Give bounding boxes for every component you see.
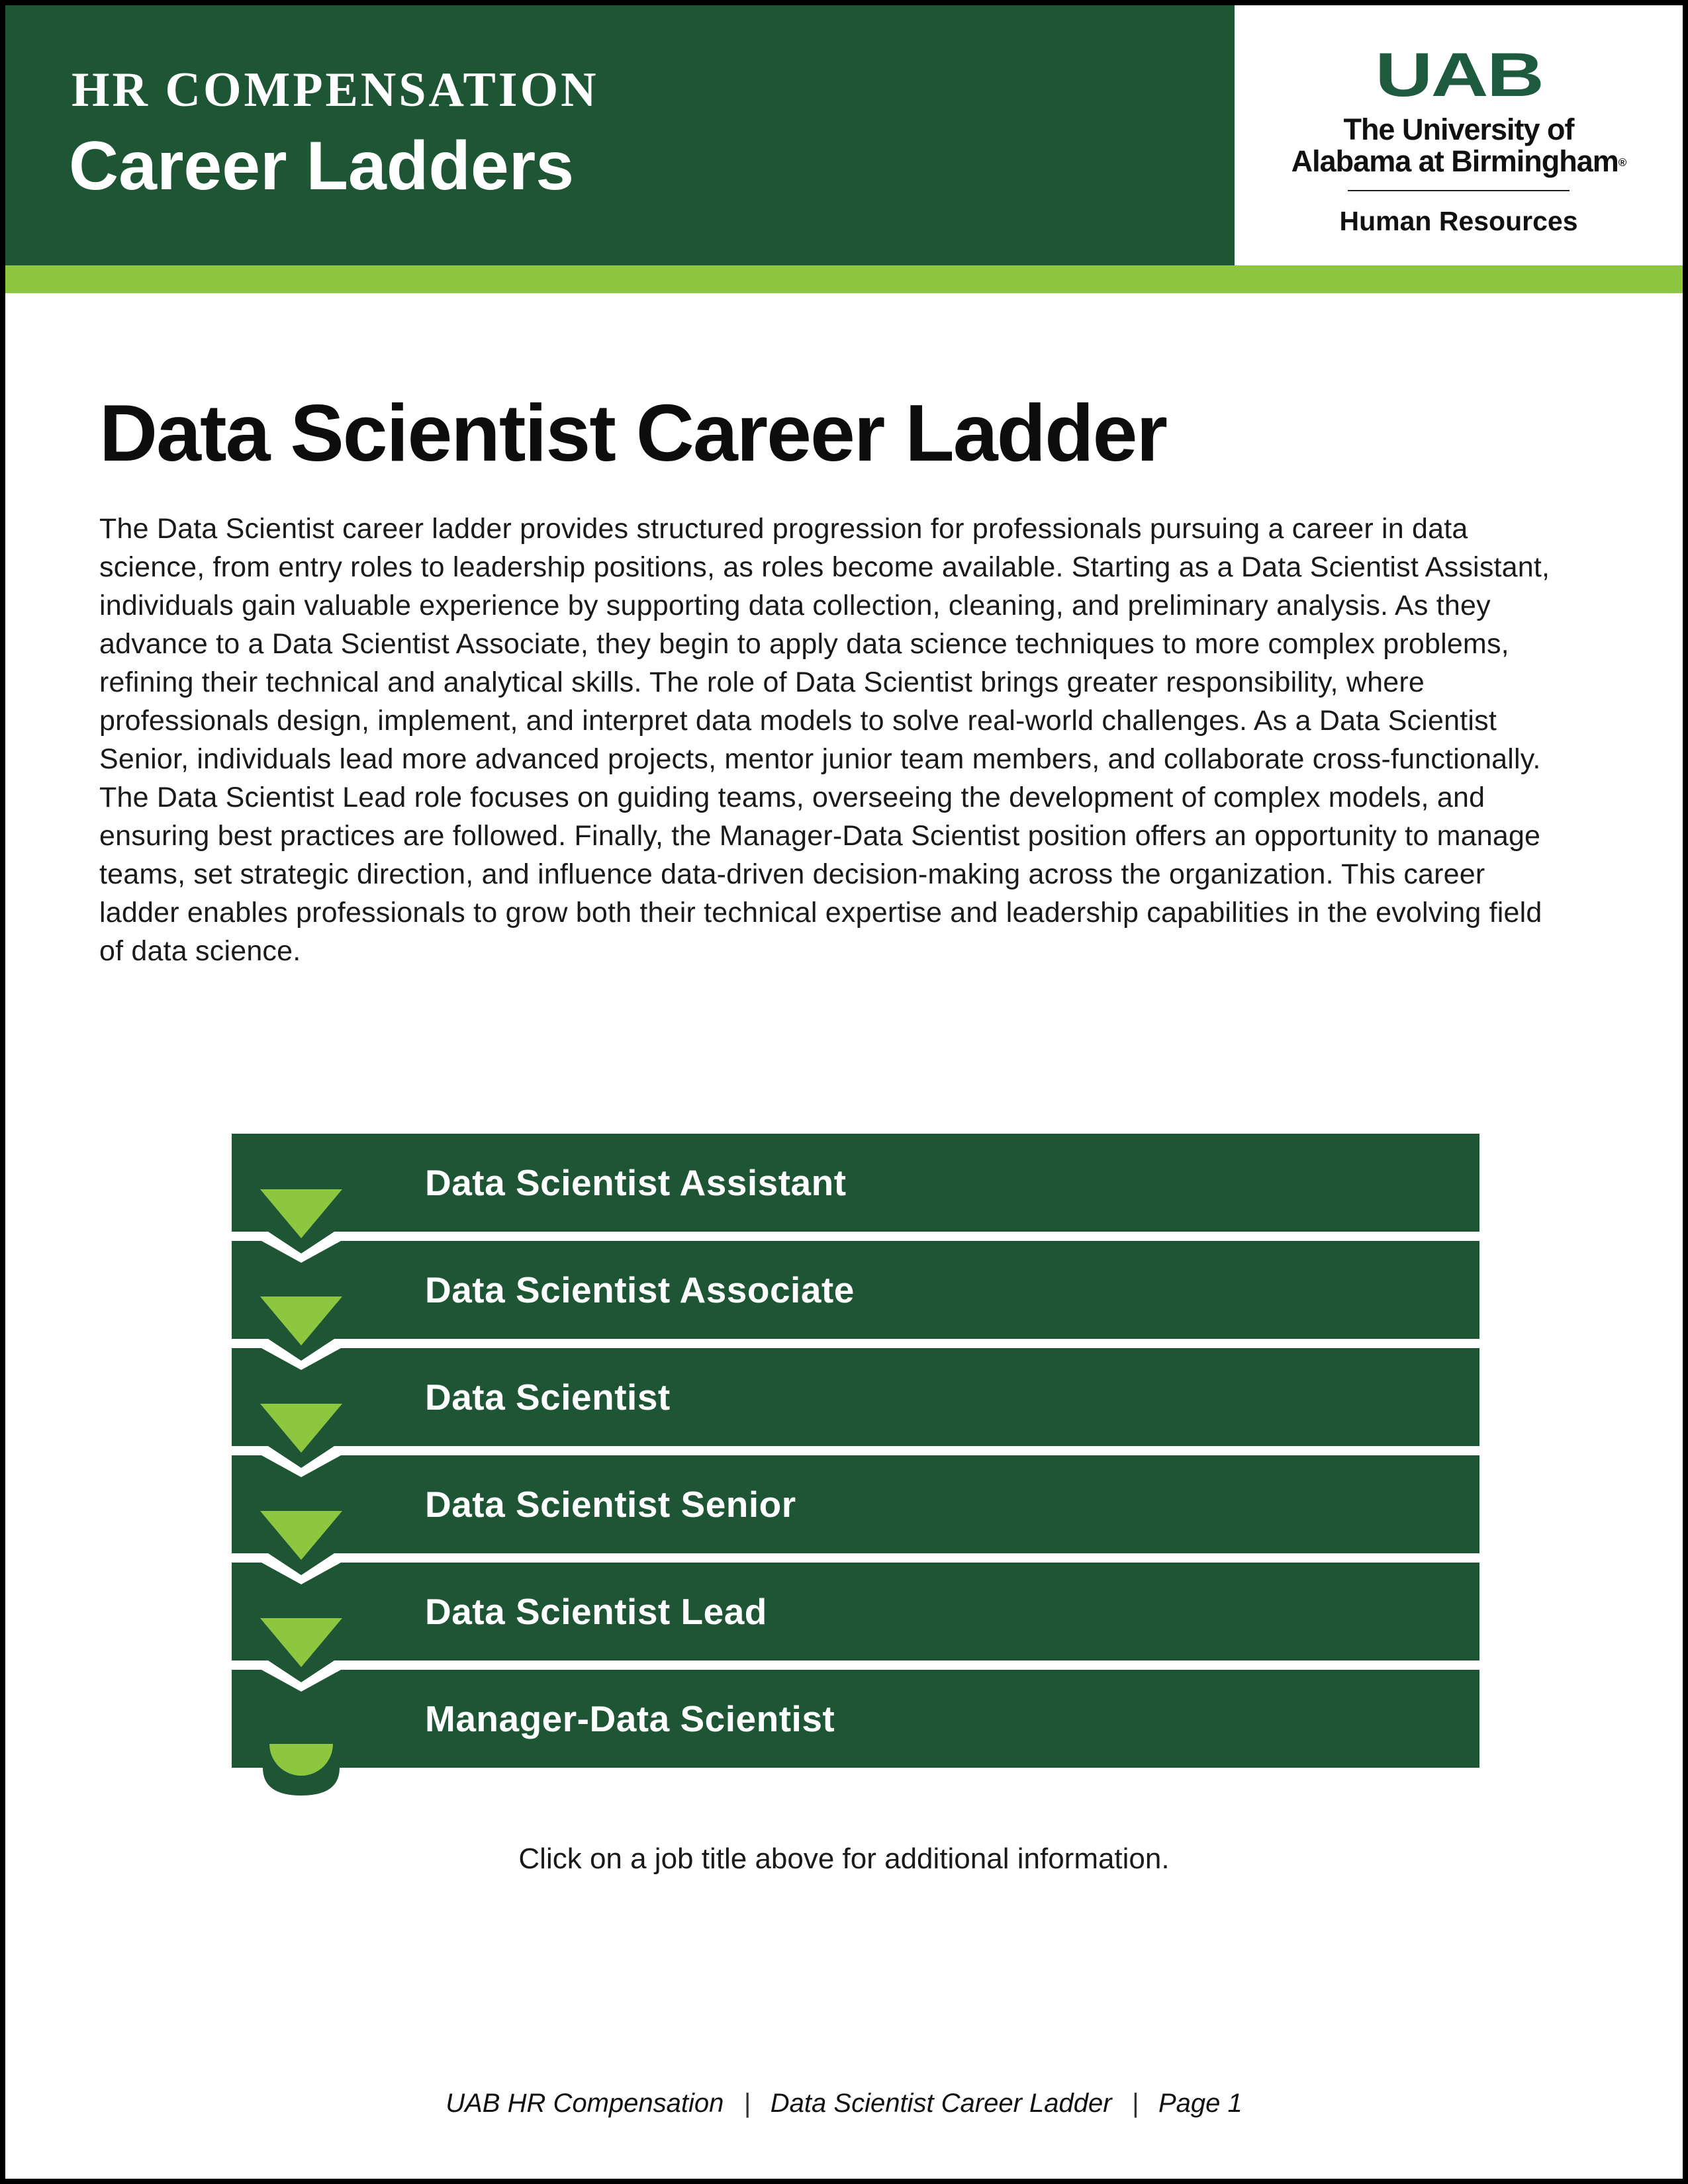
down-arrow-icon: [255, 1404, 348, 1477]
ladder-step-6[interactable]: [232, 1670, 1479, 1768]
ladder-step-label: Data Scientist Assistant: [425, 1162, 847, 1203]
uab-wordmark: UAB: [1375, 40, 1542, 109]
ladder-step-3[interactable]: [232, 1348, 1479, 1446]
footer-separator: |: [743, 2089, 751, 2118]
ladder-step-label: Manager-Data Scientist: [425, 1698, 835, 1739]
down-arrow-icon: [255, 1618, 348, 1692]
header-banner: [5, 5, 1235, 265]
logo-division: Human Resources: [1339, 206, 1578, 237]
ladder-step-label: Data Scientist Lead: [425, 1591, 767, 1632]
instruction-note: Click on a job title above for additional information.: [518, 1843, 1170, 1875]
footer-page-number: Page 1: [1158, 2089, 1243, 2118]
header-title: Career Ladders: [69, 128, 575, 205]
intro-paragraph: The Data Scientist career ladder provides structured progression for professionals pursuing a career in data science, from entry roles to leadership positions, as roles become available. Starting as a Data Scientist Assistant, individuals gain valuable experience by supporting data collection, cleaning, and preliminary analysis. As they advance to a Data Scientist Associate, they begin to apply data science techniques to more complex problems, refining their technical and analytical skills. The role of Data Scientist brings greater responsibility, where professionals design, implement, and interpret data models to solve real-world challenges. As a Data Scientist Senior, individuals lead more advanced projects, mentor junior team members, and collaborate cross-functionally. The Data Scientist Lead role focuses on guiding teams, overseeing the development of complex models, and ensuring best practices are followed. Finally, the Manager-Data Scientist position offers an opportunity to manage teams, set strategic direction, and influence data-driven decision-making across the organization. This career ladder enables professionals to grow both their technical expertise and leadership capabilities in the evolving field of data science.: [99, 513, 1550, 967]
footer-separator: |: [1131, 2089, 1139, 2118]
ladder-step-4[interactable]: [232, 1455, 1479, 1553]
ladder-step-1[interactable]: [232, 1134, 1479, 1232]
down-arrow-icon: [255, 1511, 348, 1584]
ladder-step-5[interactable]: [232, 1563, 1479, 1661]
footer-doc: Data Scientist Career Ladder: [770, 2089, 1112, 2118]
registered-mark: ®: [1618, 156, 1626, 169]
ladder-step-label: Data Scientist Senior: [425, 1484, 796, 1525]
logo-university-line1: The University of: [1343, 113, 1574, 146]
career-ladder: [232, 1134, 1479, 1768]
accent-stripe: [5, 265, 1683, 293]
page-title: Data Scientist Career Ladder: [99, 388, 1166, 478]
uab-logo: [1235, 5, 1683, 265]
header-eyebrow: HR COMPENSATION: [71, 63, 599, 117]
down-arrow-icon: [255, 1189, 348, 1263]
ladder-step-2[interactable]: [232, 1241, 1479, 1339]
footer-org: UAB HR Compensation: [445, 2089, 724, 2118]
down-arrow-icon: [255, 1297, 348, 1370]
ladder-step-label: Data Scientist Associate: [425, 1269, 855, 1310]
logo-divider: [1348, 190, 1570, 191]
page-footer: [5, 2089, 1683, 2118]
logo-university-line2: [1235, 146, 1683, 177]
ladder-step-label: Data Scientist: [425, 1377, 671, 1418]
ladder-end-cap-icon: [255, 1744, 348, 1798]
logo-university-line2-text: Alabama at Birmingham: [1291, 144, 1618, 178]
